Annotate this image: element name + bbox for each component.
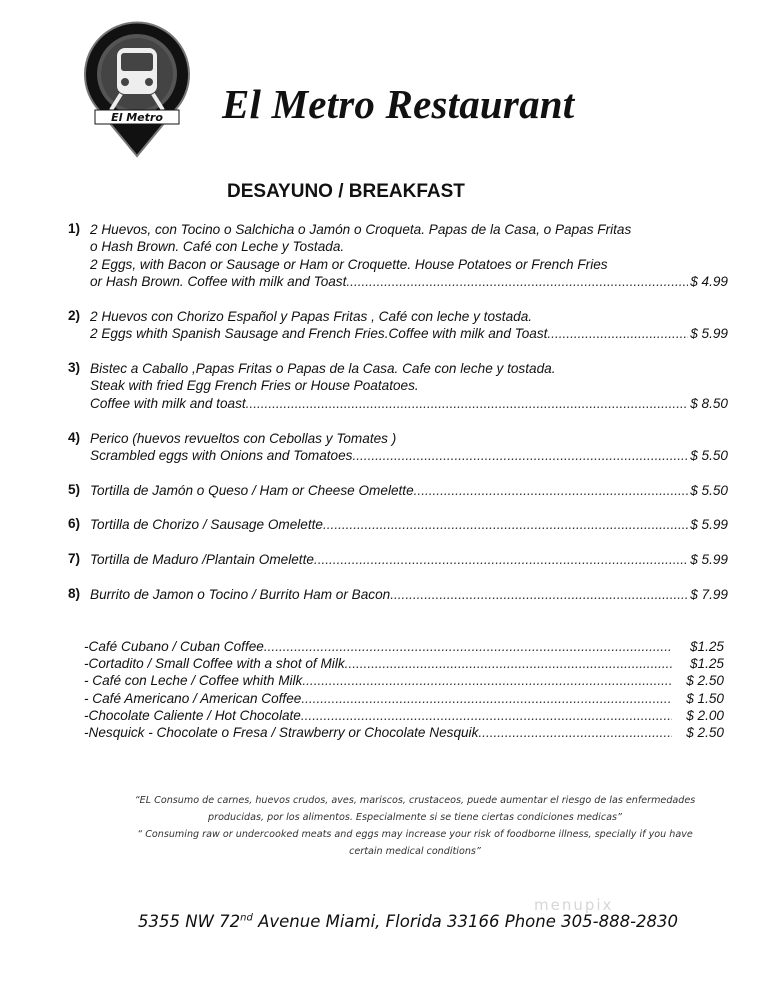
- item-line: 2 Huevos con Chorizo Español y Papas Fritas , Café con leche y tostada.: [90, 309, 533, 324]
- dot-leader: [414, 482, 689, 499]
- logo-text: El Metro: [111, 111, 163, 124]
- item-line: o Hash Brown. Café con Leche y Tostada.: [90, 239, 345, 255]
- beverage-item: [84, 707, 724, 724]
- beverage-item: [84, 672, 724, 689]
- beverage-item: [84, 724, 724, 741]
- beverage-name: -Chocolate Caliente / Hot Chocolate: [84, 708, 301, 723]
- section-heading: DESAYUNO / BREAKFAST: [227, 181, 465, 202]
- item-price: $ 5.99: [690, 326, 728, 342]
- dot-leader: [264, 638, 672, 655]
- address-ordinal: nd: [240, 912, 253, 924]
- menu-item-6: [68, 516, 728, 533]
- menu-item-5: [68, 482, 728, 499]
- beverage-price: $1.25: [689, 639, 724, 654]
- dot-leader: [390, 586, 688, 603]
- dot-leader: [478, 724, 672, 741]
- menu-item-4: [68, 430, 728, 465]
- item-line: Scrambled eggs with Onions and Tomatoes: [90, 448, 353, 464]
- beverage-name: - Café con Leche / Coffee whith Milk: [84, 673, 303, 688]
- item-line: 2 Eggs, with Bacon or Sausage or Ham or Croquette. House Potatoes or French Fries: [90, 256, 608, 272]
- health-disclaimer: [120, 792, 710, 860]
- menu-item-8: [68, 586, 728, 603]
- restaurant-address: [138, 912, 678, 931]
- menu-item-7: [68, 551, 728, 568]
- item-price: $ 5.99: [690, 517, 728, 532]
- beverage-item: [84, 690, 724, 707]
- beverage-price: $ 1.50: [686, 691, 724, 706]
- dot-leader: [301, 707, 672, 724]
- beverage-name: -Café Cubano / Cuban Coffee: [84, 639, 264, 654]
- dot-leader: [345, 655, 672, 672]
- restaurant-logo: [81, 18, 193, 158]
- item-line: Burrito de Jamon o Tocino / Burrito Ham or Bacon: [90, 587, 391, 602]
- dot-leader: [352, 447, 688, 464]
- beverage-price: $1.25: [689, 656, 724, 671]
- item-number: 7): [68, 551, 81, 566]
- item-number: 2): [68, 308, 81, 323]
- item-price: $ 8.50: [690, 395, 728, 411]
- item-price: $ 5.50: [690, 448, 728, 464]
- beverage-name: -Cortadito / Small Coffee with a shot of Milk: [84, 656, 345, 671]
- disclaimer-line: certain medical conditions”: [349, 846, 481, 857]
- beverage-price: $ 2.50: [686, 725, 724, 740]
- beverage-name: - Café Americano / American Coffee: [84, 691, 302, 706]
- menu-item-2: [68, 308, 728, 343]
- item-line: Coffee with milk and toast: [90, 395, 246, 411]
- dot-leader: [346, 273, 688, 290]
- dot-leader: [547, 325, 688, 342]
- menu-item-3: [68, 360, 728, 412]
- item-number: 1): [68, 221, 81, 236]
- restaurant-name: El Metro Restaurant: [222, 81, 575, 127]
- item-price: $ 7.99: [690, 587, 728, 602]
- dot-leader: [314, 551, 688, 568]
- beverage-item: [84, 655, 724, 672]
- item-line: or Hash Brown. Coffee with milk and Toast: [90, 274, 347, 290]
- dot-leader: [301, 690, 672, 707]
- item-line: Tortilla de Chorizo / Sausage Omelette: [90, 517, 323, 532]
- menu-item-1: [68, 221, 728, 291]
- item-line: Steak with fried Egg French Fries or House Poatatoes.: [90, 378, 419, 394]
- disclaimer-line: producidas, por los alimentos. Especialmente si se tiene ciertas condiciones medicas”: [208, 812, 622, 823]
- item-number: 8): [68, 586, 81, 601]
- beverage-price: $ 2.00: [686, 708, 724, 723]
- item-number: 4): [68, 430, 81, 445]
- address-street: 5355 NW 72: [138, 912, 241, 931]
- item-line: 2 Huevos, con Tocino o Salchicha o Jamón o Croqueta. Papas de la Casa, o Papas Fritas: [90, 222, 632, 237]
- item-number: 5): [68, 482, 81, 497]
- beverage-name: -Nesquick - Chocolate o Fresa / Strawberry or Chocolate Nesquik: [84, 725, 479, 740]
- item-line: Perico (huevos revueltos con Cebollas y Tomates ): [90, 431, 397, 446]
- item-line: Tortilla de Maduro /Plantain Omelette: [90, 552, 314, 567]
- beverage-price: $ 2.50: [686, 673, 724, 688]
- item-number: 3): [68, 360, 81, 375]
- item-price: $ 4.99: [690, 274, 728, 290]
- disclaimer-line: “EL Consumo de carnes, huevos crudos, aves, mariscos, crustaceos, puede aumentar el riesgo de las enfermedades: [134, 795, 696, 806]
- disclaimer-line: “ Consuming raw or undercooked meats and eggs may increase your risk of foodborne illness, specially if you have: [137, 829, 693, 840]
- item-line: Tortilla de Jamón o Queso / Ham or Cheese Omelette: [90, 483, 414, 498]
- address-rest: Avenue Miami, Florida 33166 Phone 305-888-2830: [252, 912, 679, 931]
- item-line: Bistec a Caballo ,Papas Fritas o Papas de la Casa. Cafe con leche y tostada.: [90, 361, 556, 376]
- dot-leader: [302, 672, 672, 689]
- item-price: $ 5.99: [690, 552, 728, 567]
- item-line: 2 Eggs whith Spanish Sausage and French Fries.Coffee with milk and Toast: [90, 326, 548, 342]
- watermark: menupix: [534, 896, 614, 914]
- dot-leader: [323, 516, 688, 533]
- dot-leader: [246, 395, 689, 412]
- item-price: $ 5.50: [690, 483, 728, 498]
- beverage-item: [84, 638, 724, 655]
- item-number: 6): [68, 516, 81, 531]
